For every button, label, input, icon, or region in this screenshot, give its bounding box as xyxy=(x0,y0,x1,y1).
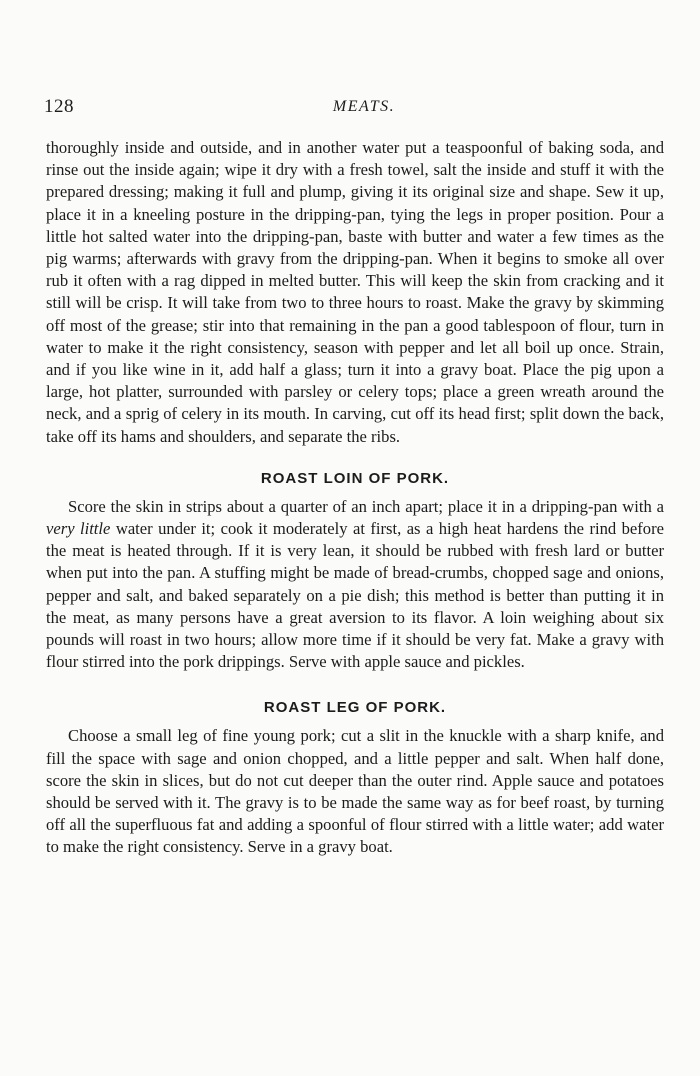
running-head: MEATS. xyxy=(332,98,396,115)
intro-paragraph: thoroughly inside and outside, and in another water put a teaspoonful of baking soda, and rinse out the inside again; wipe it dry with a fresh towel, salt the inside and stuff it with the prepared dressing; making it full and plump, giving it its original size and shape. Sew it up, place it in a kneeling posture in the dripping-pan, tying the legs in proper position. Pour a little hot salted water into the dripping-pan, baste with butter and water a few times as the pig warms; afterwards with gravy from the dripping-pan. When it begins to smoke all over rub it often with a rag dipped in melted butter. This will keep the skin from cracking and it still will be crisp. It will take from two to three hours to roast. Make the gravy by skimming off most of the grease; stir into that remaining in the pan a good tablespoon of flour, turn in water to make it the right consistency, season with pepper and let all boil up once. Strain, and if you like wine in it, add half a glass; turn it into a gravy boat. Place the pig upon a large, hot platter, surrounded with parsley or celery tops; place a green wreath around the neck, and a sprig of celery in its mouth. In carving, cut off its head first; split down the back, take off its hams and shoulders, and separate the ribs. xyxy=(46,138,664,446)
section-paragraph-roast-loin xyxy=(46,496,664,674)
page-header xyxy=(44,96,664,124)
paragraph-text: water under it; cook it moderately at first, as a high heat hardens the rind before the meat is heated through. If it is very lean, it should be rubbed with fresh lard or butter when put into the pan. A stuffing might be made of bread-crumbs, chopped sage and onions, pepper and salt, and baked separately on a pie dish; this method is better than putting it in the meat, as many persons have a great aversion to its flavor. A loin weighing about six pounds will roast in two hours; allow more time if it should be very fat. Make a gravy with flour stirred into the pork drippings. Serve with apple sauce and pickles. xyxy=(46,519,664,672)
page-number: 128 xyxy=(44,96,74,117)
paragraph-text: Score the skin in strips about a quarter of an inch apart; place it in a dripping-pan with a xyxy=(68,496,664,516)
section-heading-roast-loin: ROAST LOIN OF PORK. xyxy=(260,469,450,487)
section-heading-roast-leg: ROAST LEG OF PORK. xyxy=(263,699,447,717)
emphasis-text: very little xyxy=(46,519,111,539)
section-paragraph-roast-leg: Choose a small leg of fine young pork; cut a slit in the knuckle with a sharp knife, and fill the space with sage and onion chopped, and a little pepper and salt. When half done, score the skin in slices, but do not cut deeper than the outer rind. Apple sauce and potatoes should be served with it. The gravy is to be made the same way as for beef roast, by turning off all the superfluous fat and adding a spoonful of flour stirred with a little water; add water to make the right consistency. Serve in a gravy boat. xyxy=(46,726,664,857)
page-body xyxy=(46,137,664,859)
